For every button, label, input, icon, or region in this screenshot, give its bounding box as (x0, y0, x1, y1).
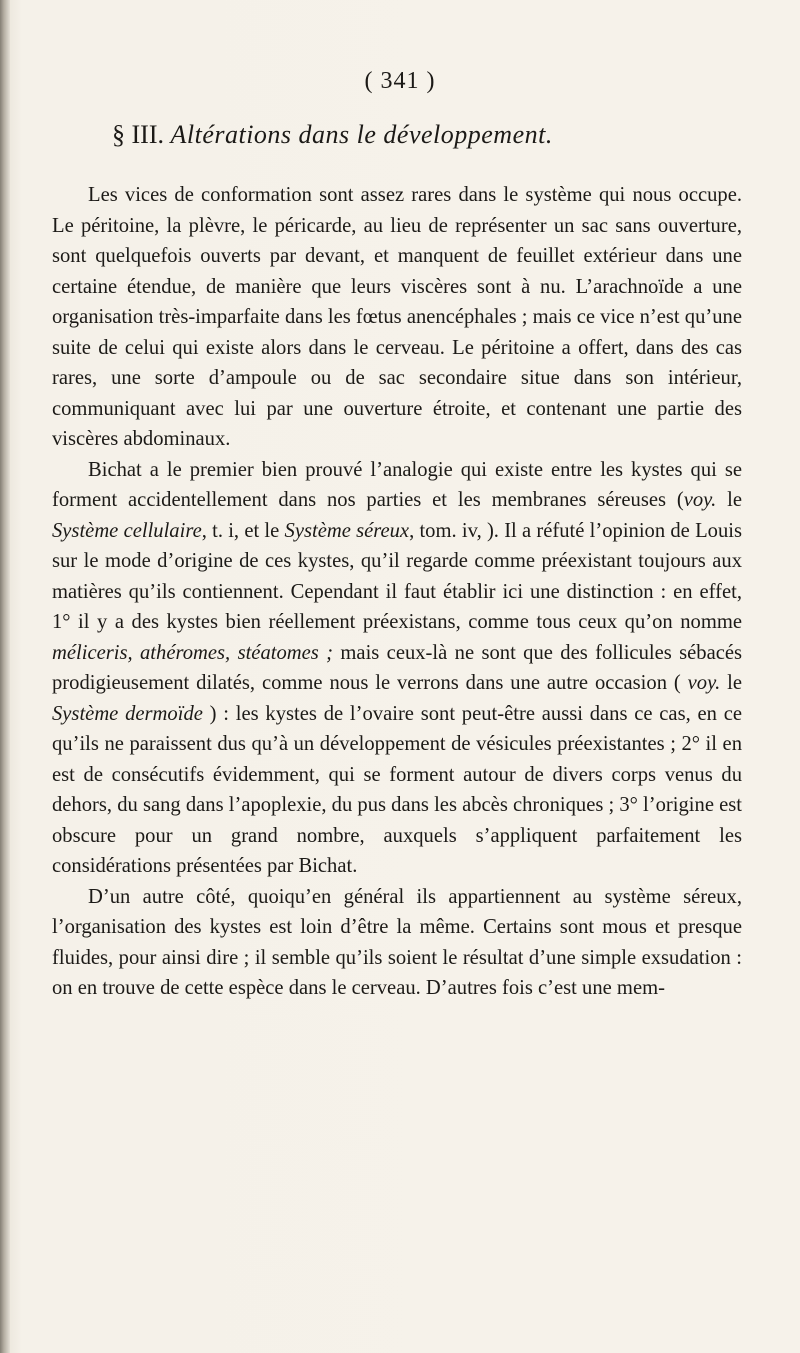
p2-seg-g: ) : les kystes de l’ovaire sont peut-être aussi dans ce cas, en ce qu’ils ne paraissent dus qu’à un développement de vésicules préexistantes ; 2° il en est de consécutifs évidemment, qui se forment autour de divers corps venus du dehors, du sang dans l’apoplexie, du pus dans les abcès chroniques ; 3° l’origine est obscure pour un grand nombre, auxquels s’appliquent parfaitement les considérations présentées par Bichat. (52, 702, 742, 877)
p2-seg-a: Bichat a le premier bien prouvé l’analogie qui existe entre les kystes qui se forment accidentellement dans nos parties et les membranes séreuses ( (52, 458, 742, 511)
p2-voy-1: voy. (683, 489, 717, 511)
p2-seg-d: , tom. iv, ). Il a réfuté l’opinion de Louis sur le mode d’origine de ces kystes, qu’il regarde comme préexistant toujours aux matières qu’ils contiennent. Cependant il faut établir ici une distinction : en effet, 1° il y a des kystes bien réellement préexistans, comme tous ceux qu’on nomme (52, 519, 742, 633)
section-heading (112, 120, 553, 150)
page-number: ( 341 ) (364, 68, 436, 94)
p2-terms: méliceris, athéromes, stéatomes ; (52, 641, 334, 664)
p2-seg-e: mais ceux-là ne sont que des follicules sébacés prodigieusement dilatés, comme nous le verrons dans une autre occasion ( (52, 641, 742, 694)
section-number: § III. (112, 120, 164, 149)
page-gutter-shadow (0, 0, 10, 1353)
p2-system-cellulaire: Système cellulaire (52, 519, 202, 542)
section-title: Altérations dans le développement. (170, 120, 553, 149)
paragraph-3: D’un autre côté, quoiqu’en général ils appartiennent au système séreux, l’organisation des kystes est loin d’être la même. Certains sont mous et presque fluides, pour ainsi dire ; il semble qu’ils soient le résultat d’une simple exsudation : on en trouve de cette espèce dans le cerveau. D’autres fois c’est une mem- (52, 885, 742, 999)
p2-seg-b: le (716, 489, 743, 511)
paragraph-2 (52, 455, 742, 882)
p2-voy-2: voy. (687, 672, 721, 694)
p2-system-sereux: Système séreux (284, 519, 410, 542)
p2-seg-c: , t. i, et le (201, 519, 285, 542)
p2-seg-f: le (720, 672, 742, 694)
p2-system-dermoide: Système dermoïde (52, 702, 203, 725)
body-text (52, 180, 742, 1004)
paragraph-1: Les vices de conformation sont assez rares dans le système qui nous occupe. Le péritoine, la plèvre, le péricarde, au lieu de représenter un sac sans ouverture, sont quelquefois ouverts par devant, et manquent de feuillet extérieur dans une certaine étendue, de manière que leurs viscères sont à nu. L’arachnoïde a une organisation très-imparfaite dans les fœtus anencéphales ; mais ce vice n’est qu’une suite de celui qui existe alors dans le cerveau. Le péritoine a offert, dans des cas rares, une sorte d’ampoule ou de sac secondaire situe dans son intérieur, communiquant avec lui par une ouverture étroite, et contenant une partie des viscères abdominaux. (52, 184, 742, 450)
